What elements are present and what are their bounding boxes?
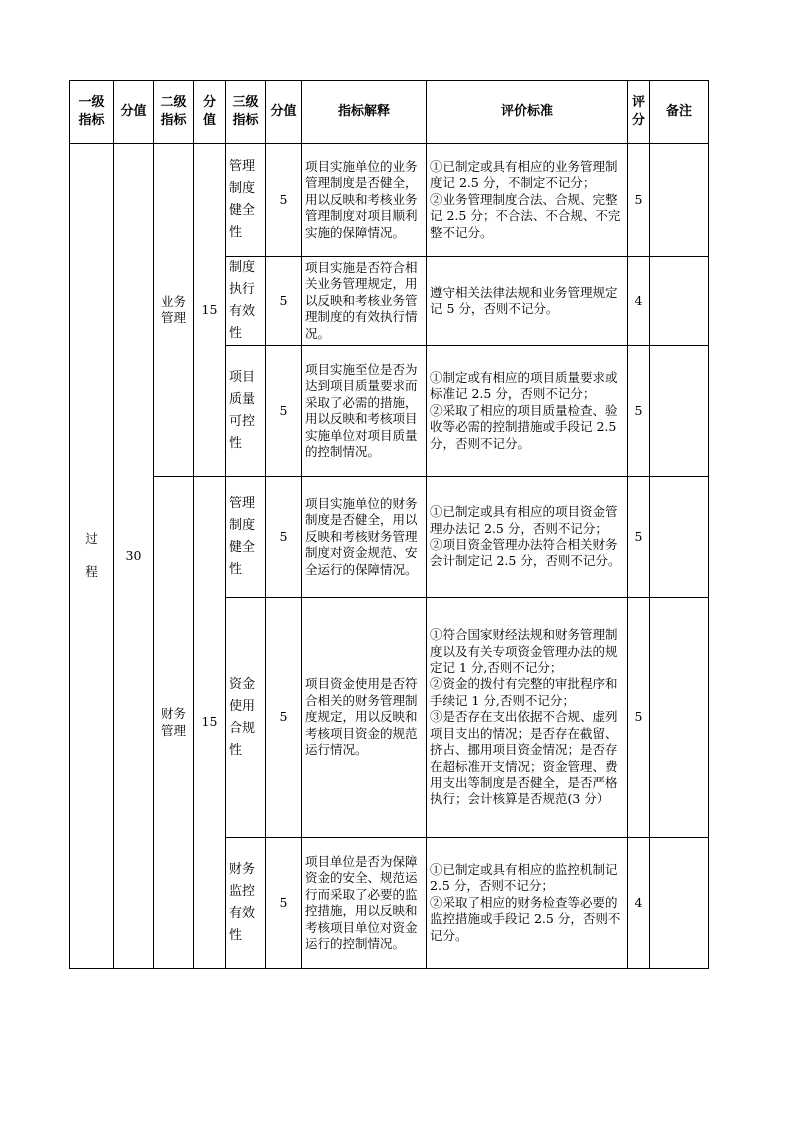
level3-score: 5 <box>266 144 302 257</box>
evaluation-criteria: 遵守相关法律法规和业务管理规定记 5 分，否则不记分。 <box>427 257 628 346</box>
table-row <box>70 477 709 598</box>
remark <box>650 144 709 257</box>
level2-label: 财务 管理 <box>154 477 194 969</box>
level3-name: 财务 监控 有效 性 <box>226 838 266 969</box>
header-level3: 三级 指标 <box>226 81 266 144</box>
evaluation-criteria: ①已制定或具有相应的业务管理制度记 2.5 分，不制定不记分； ②业务管理制度合法、合规、完整记 2.5 分；不合法、不合规、不完整不记分。 <box>427 144 628 257</box>
level2-label: 业务 管理 <box>154 144 194 477</box>
level3-score: 5 <box>266 257 302 346</box>
header-rating: 评 分 <box>628 81 650 144</box>
header-explanation: 指标解释 <box>302 81 427 144</box>
evaluation-table <box>69 80 709 969</box>
indicator-explanation: 项目实施至位是否为达到项目质量要求而采取了必需的措施，用以反映和考核项目实施单位对项目质量的控制情况。 <box>302 346 427 477</box>
level3-score: 5 <box>266 346 302 477</box>
header-criteria: 评价标准 <box>427 81 628 144</box>
rating: 4 <box>628 257 650 346</box>
header-level1: 一级 指标 <box>70 81 114 144</box>
remark <box>650 838 709 969</box>
level3-name: 资金 使用 合规 性 <box>226 598 266 838</box>
level1-label: 过 程 <box>70 144 114 969</box>
level3-score: 5 <box>266 477 302 598</box>
evaluation-criteria: ①已制定或具有相应的监控机制记 2.5 分，否则不记分； ②采取了相应的财务检查等必要的监控措施或手段记 2.5 分，否则不记分。 <box>427 838 628 969</box>
remark <box>650 257 709 346</box>
remark <box>650 598 709 838</box>
rating: 5 <box>628 144 650 257</box>
header-level2: 二级 指标 <box>154 81 194 144</box>
level3-name: 管理 制度 健全 性 <box>226 144 266 257</box>
table-row <box>70 144 709 257</box>
level3-name: 制度 执行 有效 性 <box>226 257 266 346</box>
rating: 5 <box>628 598 650 838</box>
header-row <box>70 81 709 144</box>
rating: 5 <box>628 477 650 598</box>
evaluation-criteria: ①符合国家财经法规和财务管理制度以及有关专项资金管理办法的规定记 1 分,否则不记分； ②资金的拨付有完整的审批程序和手续记 1 分,否则不记分； ③是否存在支出依据不合规、虚列项目支出的情况；是否存在截留、挤占、挪用项目资金情况；是否存在超标准开支情况；资金管理、费用支出等制度是否健全，是否严格执行；会计核算是否规范(3 分） <box>427 598 628 838</box>
indicator-explanation: 项目资金使用是否符合相关的财务管理制度规定，用以反映和考核项目资金的规范运行情况。 <box>302 598 427 838</box>
rating: 5 <box>628 346 650 477</box>
indicator-explanation: 项目单位是否为保障资金的安全、规范运行而采取了必要的监控措施，用以反映和考核项目单位对资金运行的控制情况。 <box>302 838 427 969</box>
indicator-explanation: 项目实施单位的财务制度是否健全，用以反映和考核财务管理制度对资金规范、安全运行的保障情况。 <box>302 477 427 598</box>
header-level3-score: 分值 <box>266 81 302 144</box>
indicator-explanation: 项目实施单位的业务管理制度是否健全，用以反映和考核业务管理制度对项目顺利实施的保障情况。 <box>302 144 427 257</box>
level3-name: 项目 质量 可控 性 <box>226 346 266 477</box>
level3-score: 5 <box>266 598 302 838</box>
header-score: 分值 <box>114 81 154 144</box>
level3-score: 5 <box>266 838 302 969</box>
level1-score: 30 <box>114 144 154 969</box>
level2-score: 15 <box>194 477 226 969</box>
level2-score: 15 <box>194 144 226 477</box>
indicator-explanation: 项目实施是否符合相关业务管理规定，用以反映和考核业务管理制度的有效执行情况。 <box>302 257 427 346</box>
header-level2-score: 分 值 <box>194 81 226 144</box>
header-remark: 备注 <box>650 81 709 144</box>
level3-name: 管理 制度 健全 性 <box>226 477 266 598</box>
evaluation-criteria: ①制定或有相应的项目质量要求或标准记 2.5 分，否则不记分； ②采取了相应的项目质量检查、验收等必需的控制措施或手段记 2.5 分，否则不记分。 <box>427 346 628 477</box>
remark <box>650 477 709 598</box>
remark <box>650 346 709 477</box>
evaluation-criteria: ①已制定或具有相应的项目资金管理办法记 2.5 分，否则不记分； ②项目资金管理办法符合相关财务会计制定记 2.5 分，否则不记分。 <box>427 477 628 598</box>
rating: 4 <box>628 838 650 969</box>
